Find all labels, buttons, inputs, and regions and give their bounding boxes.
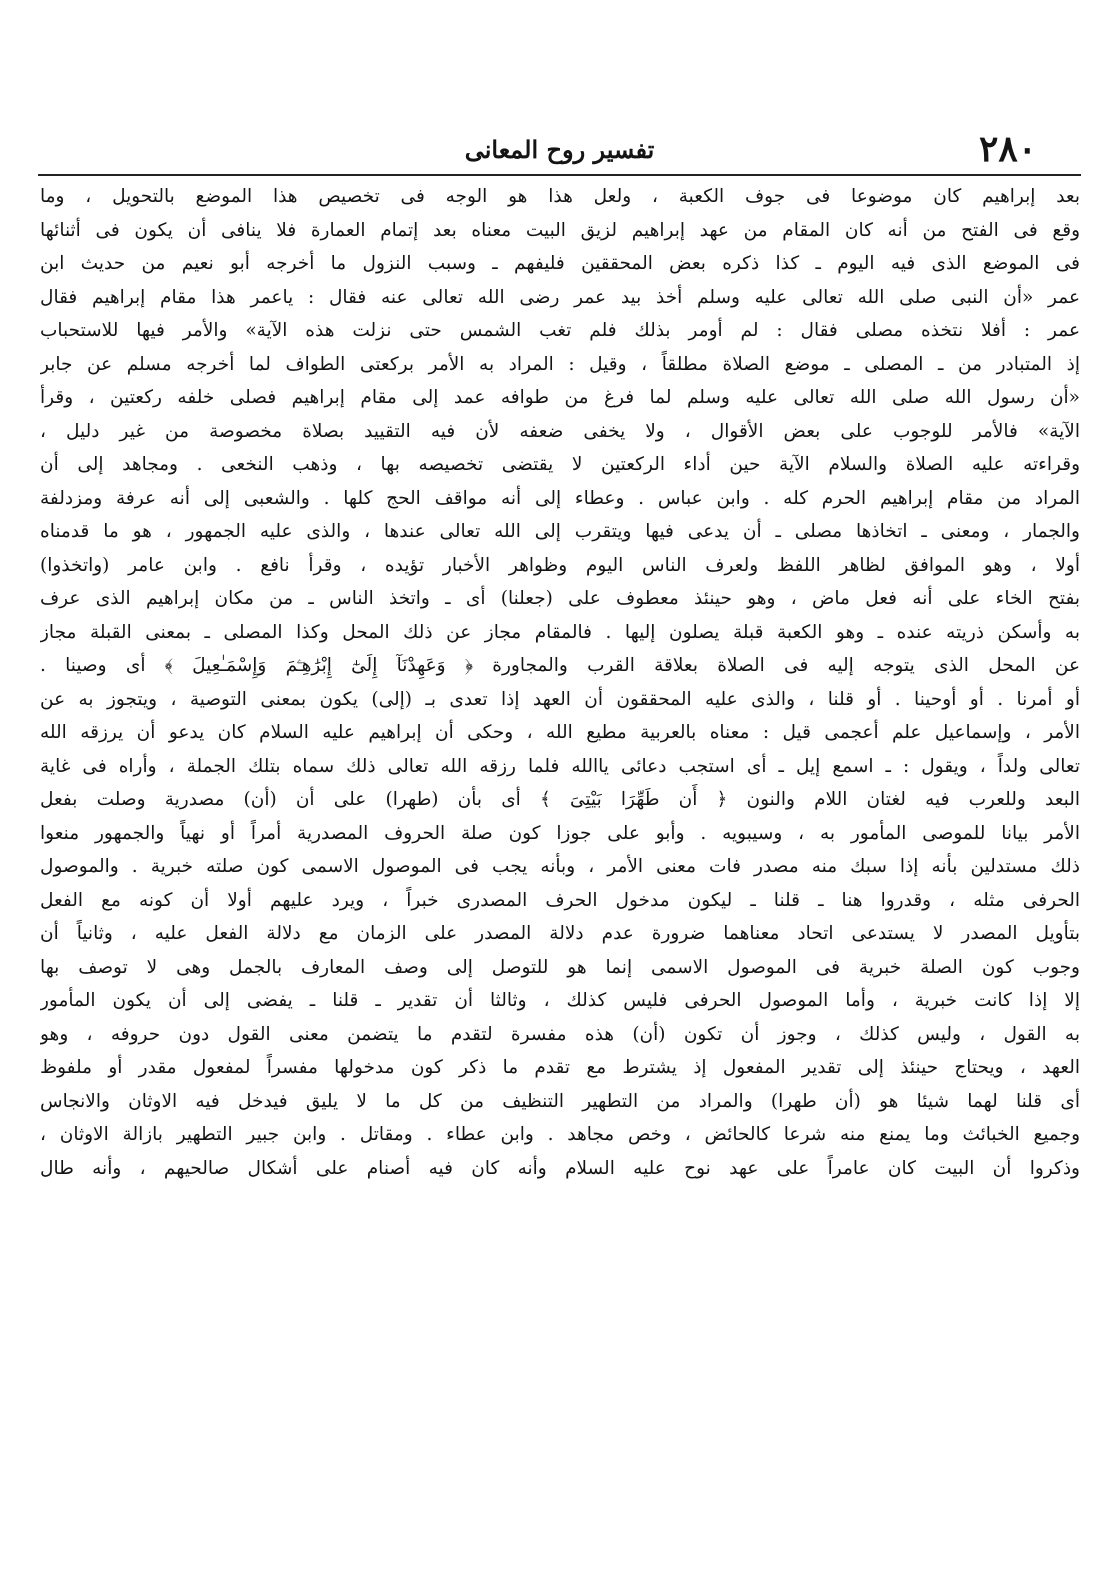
text-line: وقراءته عليه الصلاة والسلام الآية حين أداء الركعتين لا يقتضى تخصيصه بها ، وذهب النخعى . ومجاهد إلى أن: [40, 454, 1080, 475]
text-line: وجميع الخبائث وما يمنع منه شرعا كالحائض ، وخص مجاهد . وابن عطاء . ومقاتل . وابن جبير التطهير بازالة الاوثان ،: [40, 1124, 1080, 1145]
text-line: إذ المتبادر من ـ المصلى ـ موضع الصلاة مطلقاً ، وقيل : المراد به الأمر بركعتى الطواف لما أخرجه مسلم عن جابر: [40, 353, 1080, 375]
text-line: المراد من مقام إبراهيم الحرم كله . وابن عباس . وعطاء إلى أنه مواقف الحج كلها . والشعبى إلى أنه عرفة ومزدلفة: [40, 487, 1080, 509]
text-line: وقع فى الفتح من أنه كان المقام من عهد إبراهيم لزيق البيت معناه بعد إتمام العمارة فلا ينافى أن يكون فى أثنائها: [40, 219, 1080, 241]
page-header: [38, 128, 1081, 170]
text-line: أو أمرنا . أو أوحينا . أو قلنا ، والذى عليه المحققون أن العهد إذا تعدى بـ (إلى) يكون بمعنى التوصية ، ويتجوز به عن: [40, 688, 1080, 710]
text-line: والجمار ، ومعنى ـ اتخاذها مصلى ـ أن يدعى فيها ويتقرب إلى الله تعالى عندها ، والذى عليه الجمهور ، هو ما قدمناه: [40, 521, 1080, 542]
text-line: به القول ، وليس كذلك ، وجوز أن تكون (أن) هذه مفسرة لتقدم ما يتضمن معنى القول دون حروفه ، وهو: [40, 1023, 1080, 1045]
page-number: ٢٨٠: [978, 128, 1037, 170]
text-line: تعالى ولداً ، ويقول : ـ اسمع إيل ـ أى استجب دعائى ياالله فلما رزقه الله تعالى ذلك سماه بتلك الجملة ، وأراه فى غاية: [40, 755, 1080, 777]
text-line: فى الموضع الذى فيه اليوم ـ كذا ذكره بعض المحققين فليفهم ـ وسبب النزول ما أخرجه أبو نعيم من حديث ابن: [40, 253, 1080, 274]
body-text: [40, 180, 1080, 1185]
header-rule: [38, 174, 1081, 176]
text-line: «أن رسول الله صلى الله تعالى عليه وسلم لما فرغ من طوافه عمد إلى مقام إبراهيم فصلى خلفه ركعتين ، وقرأ: [40, 387, 1080, 408]
text-line: البعد وللعرب فيه لغتان اللام والنون ﴿ أَن طَهِّرَا بَيْتِىَ ﴾ أى بأن (طهرا) على أن (أن) مصدرية وصلت بفعل: [40, 789, 1080, 810]
text-line: به وأسكن ذريته عنده ـ وهو الكعبة قبلة يصلون إليها . فالمقام مجاز عن ذلك المحل وكذا المصلى ـ بمعنى القبلة مجاز: [40, 621, 1080, 643]
text-line: العهد ، ويحتاج حينئذ إلى تقدير المفعول إذ يشترط مع تقدم ما ذكر كون مدخولها مفسراً لمفعول مقدر أو ملفوظ: [40, 1057, 1080, 1078]
text-line: وذكروا أن البيت كان عامراً على عهد نوح عليه السلام وأنه كان فيه أصنام على أشكال صالحيهم ، وأنه طال: [40, 1157, 1080, 1179]
text-line: عمر : أفلا نتخذه مصلى فقال : لم أومر بذلك فلم تغب الشمس حتى نزلت هذه الآية» والأمر فيها للاستحباب: [40, 320, 1080, 341]
text-line: الأمر بيانا للموصى المأمور به ، وسيبويه . وأبو على جوزا كون صلة الحروف المصدرية أمراً أو نهياً والجمهور منعوا: [40, 822, 1080, 844]
text-line: بعد إبراهيم كان موضوعا فى جوف الكعبة ، ولعل هذا هو الوجه فى تخصيص هذا الموضع بالتحويل ، وما: [40, 186, 1080, 207]
text-line: عن المحل الذى يتوجه إليه فى الصلاة بعلاقة القرب والمجاورة ﴿ وَعَهِدْنَآ إِلَىٰٓ إِبْرَٰهِـۧمَ وَإِسْمَـٰعِيلَ ﴾ أى وصينا .: [40, 655, 1080, 676]
text-line: أى قلنا لهما شيئا هو (أن طهرا) والمراد من التطهير التنظيف من كل ما لا يليق فيدخل فيه الاوثان والانجاس: [40, 1090, 1080, 1112]
text-line: الحرفى مثله ، وقدروا هنا ـ قلنا ـ ليكون مدخول الحرف المصدرى خبراً ، ويرد عليهم أولا أن كونه مع الفعل: [40, 889, 1080, 911]
text-line: بتأويل المصدر لا يستدعى اتحاد معناهما ضرورة عدم دلالة المصدر على الزمان مع دلالة الفعل عليه ، وثانياً أن: [40, 923, 1080, 944]
text-line: ذلك مستدلين بأنه إذا سبك منه مصدر فات معنى الأمر ، وبأنه يجب فى الموصول الاسمى كون صلته خبرية . والموصول: [40, 856, 1080, 877]
text-line: أولا ، وهو الموافق لظاهر اللفظ ولعرف الناس اليوم وظواهر الأخبار تؤيده ، وقرأ نافع . وابن عامر (واتخذوا): [40, 554, 1080, 576]
text-line: إلا إذا كانت خبرية ، وأما الموصول الحرفى فليس كذلك ، وثالثا أن تقدير ـ قلنا ـ يفضى إلى أن يكون المأمور: [40, 990, 1080, 1011]
text-line: الآية» فالأمر للوجوب على بعض الأقوال ، ولا يخفى ضعفه لأن فيه التقييد بصلاة مخصوصة من غير دليل ،: [40, 420, 1080, 442]
text-line: بفتح الخاء على أنه فعل ماض ، وهو حينئذ معطوف على (جعلنا) أى ـ واتخذ الناس ـ من مكان إبراهيم الذى عرف: [40, 588, 1080, 609]
running-title: تفسير روح المعانى: [464, 135, 655, 164]
text-line: عمر «أن النبى صلى الله تعالى عليه وسلم أخذ بيد عمر رضى الله تعالى عنه فقال : ياعمر هذا مقام إبراهيم فقال: [40, 286, 1080, 308]
text-line: الأمر ، وإسماعيل علم أعجمى قيل : معناه بالعربية مطيع الله ، وحكى أن إبراهيم عليه السلام كان يدعو أن يرزقه الله: [40, 722, 1080, 743]
text-line: وجوب كون الصلة خبرية فى الموصول الاسمى إنما هو للتوصل إلى وصف المعارف بالجمل وهى لا توصف بها: [40, 956, 1080, 978]
